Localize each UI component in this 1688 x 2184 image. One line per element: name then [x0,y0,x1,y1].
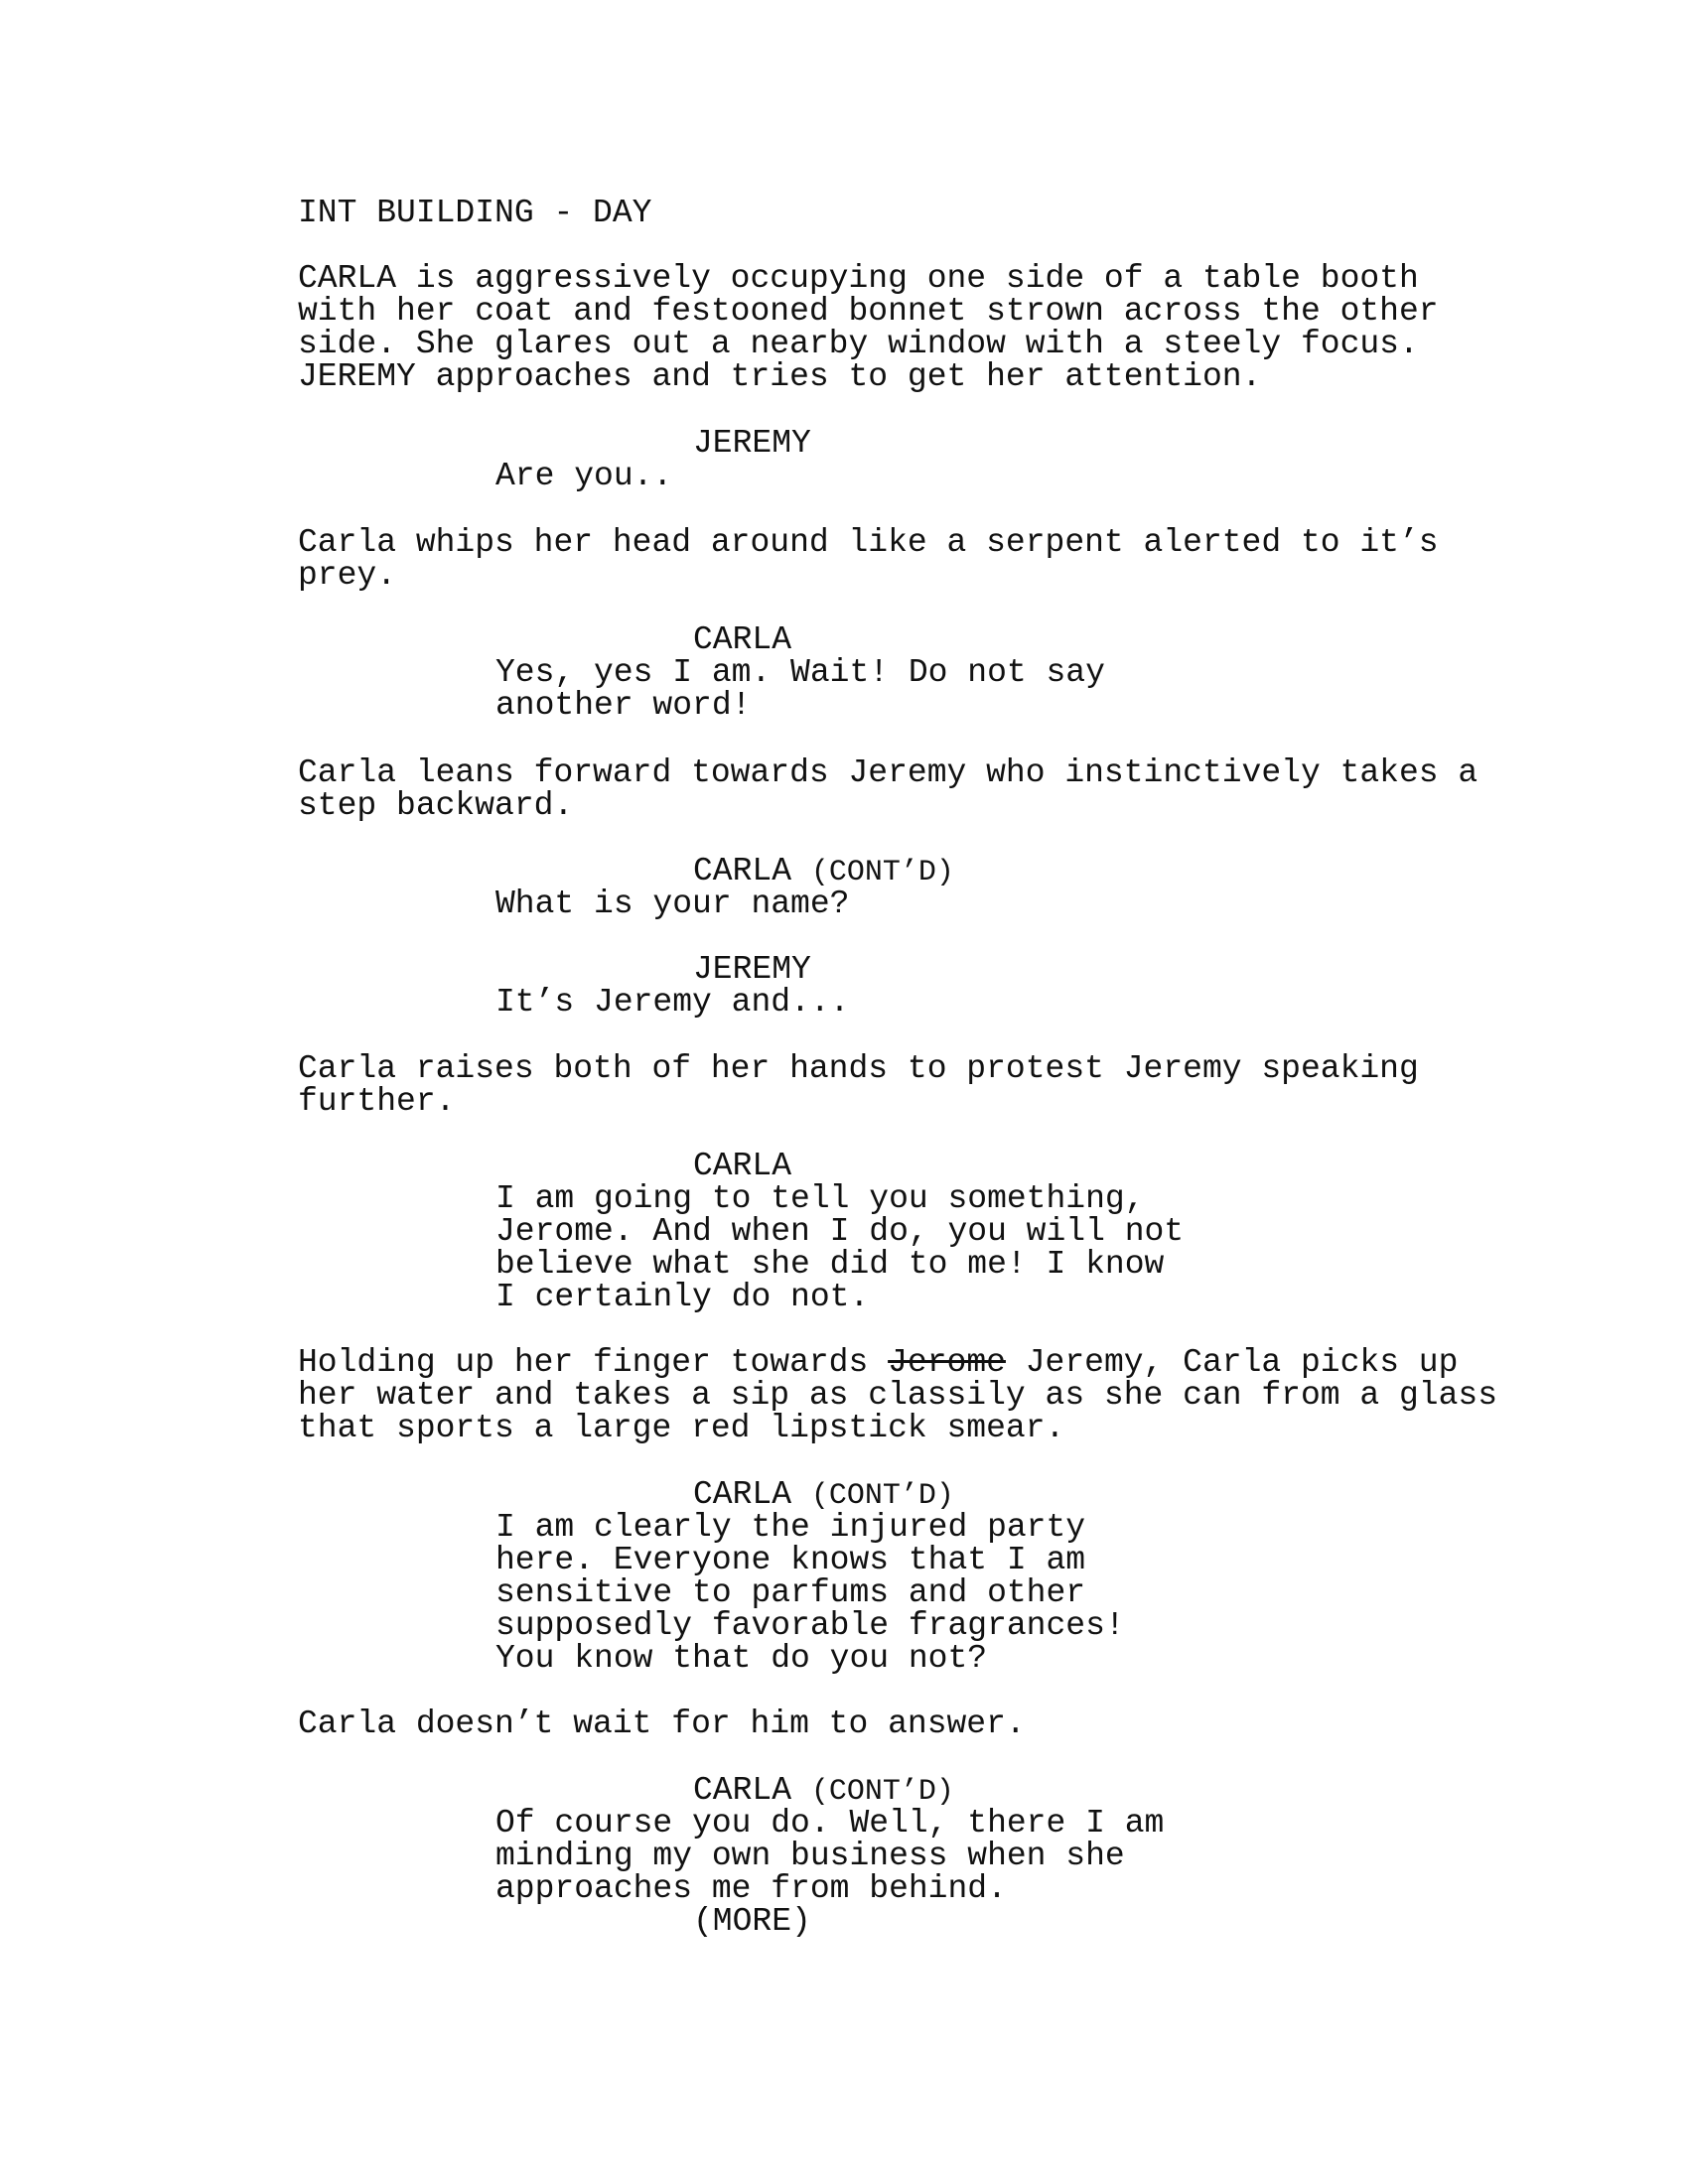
character-cue-carla-contd: CARLA (CONT’D) [693,1476,954,1513]
extension: (CONT’D) [810,1775,954,1809]
character-cue-jeremy: JEREMY [693,951,811,988]
action-4: Carla raises both of her hands to protest Jeremy speaking further. [298,1050,1419,1120]
action-1: CARLA is aggressively occupying one side of a table booth with her coat and festooned bonnet strown across the other side. She glares out a nearby window with a steely focus. JEREMY approaches and tries to get her attention. [298,260,1439,395]
dialogue-2: Yes, yes I am. Wait! Do not say another word! [495,654,1105,724]
character-cue-jeremy: JEREMY [693,425,811,462]
extension: (CONT’D) [810,856,954,889]
action-6: Carla doesn’t wait for him to answer. [298,1706,1026,1742]
dialogue-3: What is your name? [495,886,850,922]
dialogue-7: Of course you do. Well, there I am minding my own business when she approaches me from behind. [495,1805,1165,1907]
dialogue-4: It’s Jeremy and... [495,984,850,1021]
more-marker: (MORE) [693,1903,811,1940]
action-3: Carla leans forward towards Jeremy who instinctively takes a step backward. [298,754,1478,824]
extension: (CONT’D) [810,1479,954,1513]
dialogue-6: I am clearly the injured party here. Everyone knows that I am sensitive to parfums and other supposedly favorable fragrances! You know that do you not? [495,1509,1125,1677]
struck-word: Jerome [888,1344,1006,1381]
scene-heading: INT BUILDING - DAY [298,195,652,231]
character-cue-carla-contd: CARLA (CONT’D) [693,853,954,889]
dialogue-1: Are you.. [495,458,673,494]
character-cue-carla-contd: CARLA (CONT’D) [693,1772,954,1809]
action-2: Carla whips her head around like a serpent alerted to it’s prey. [298,524,1439,594]
action-5: Holding up her finger towards Jerome Jeremy, Carla picks up her water and takes a sip as classily as she can from a glass that sports a large red lipstick smear. [298,1344,1497,1446]
character-cue-carla: CARLA [693,621,792,658]
dialogue-5: I am going to tell you something, Jerome. And when I do, you will not believe what she did to me! I know I certainly do not. [495,1180,1185,1315]
character-cue-carla: CARLA [693,1148,792,1184]
